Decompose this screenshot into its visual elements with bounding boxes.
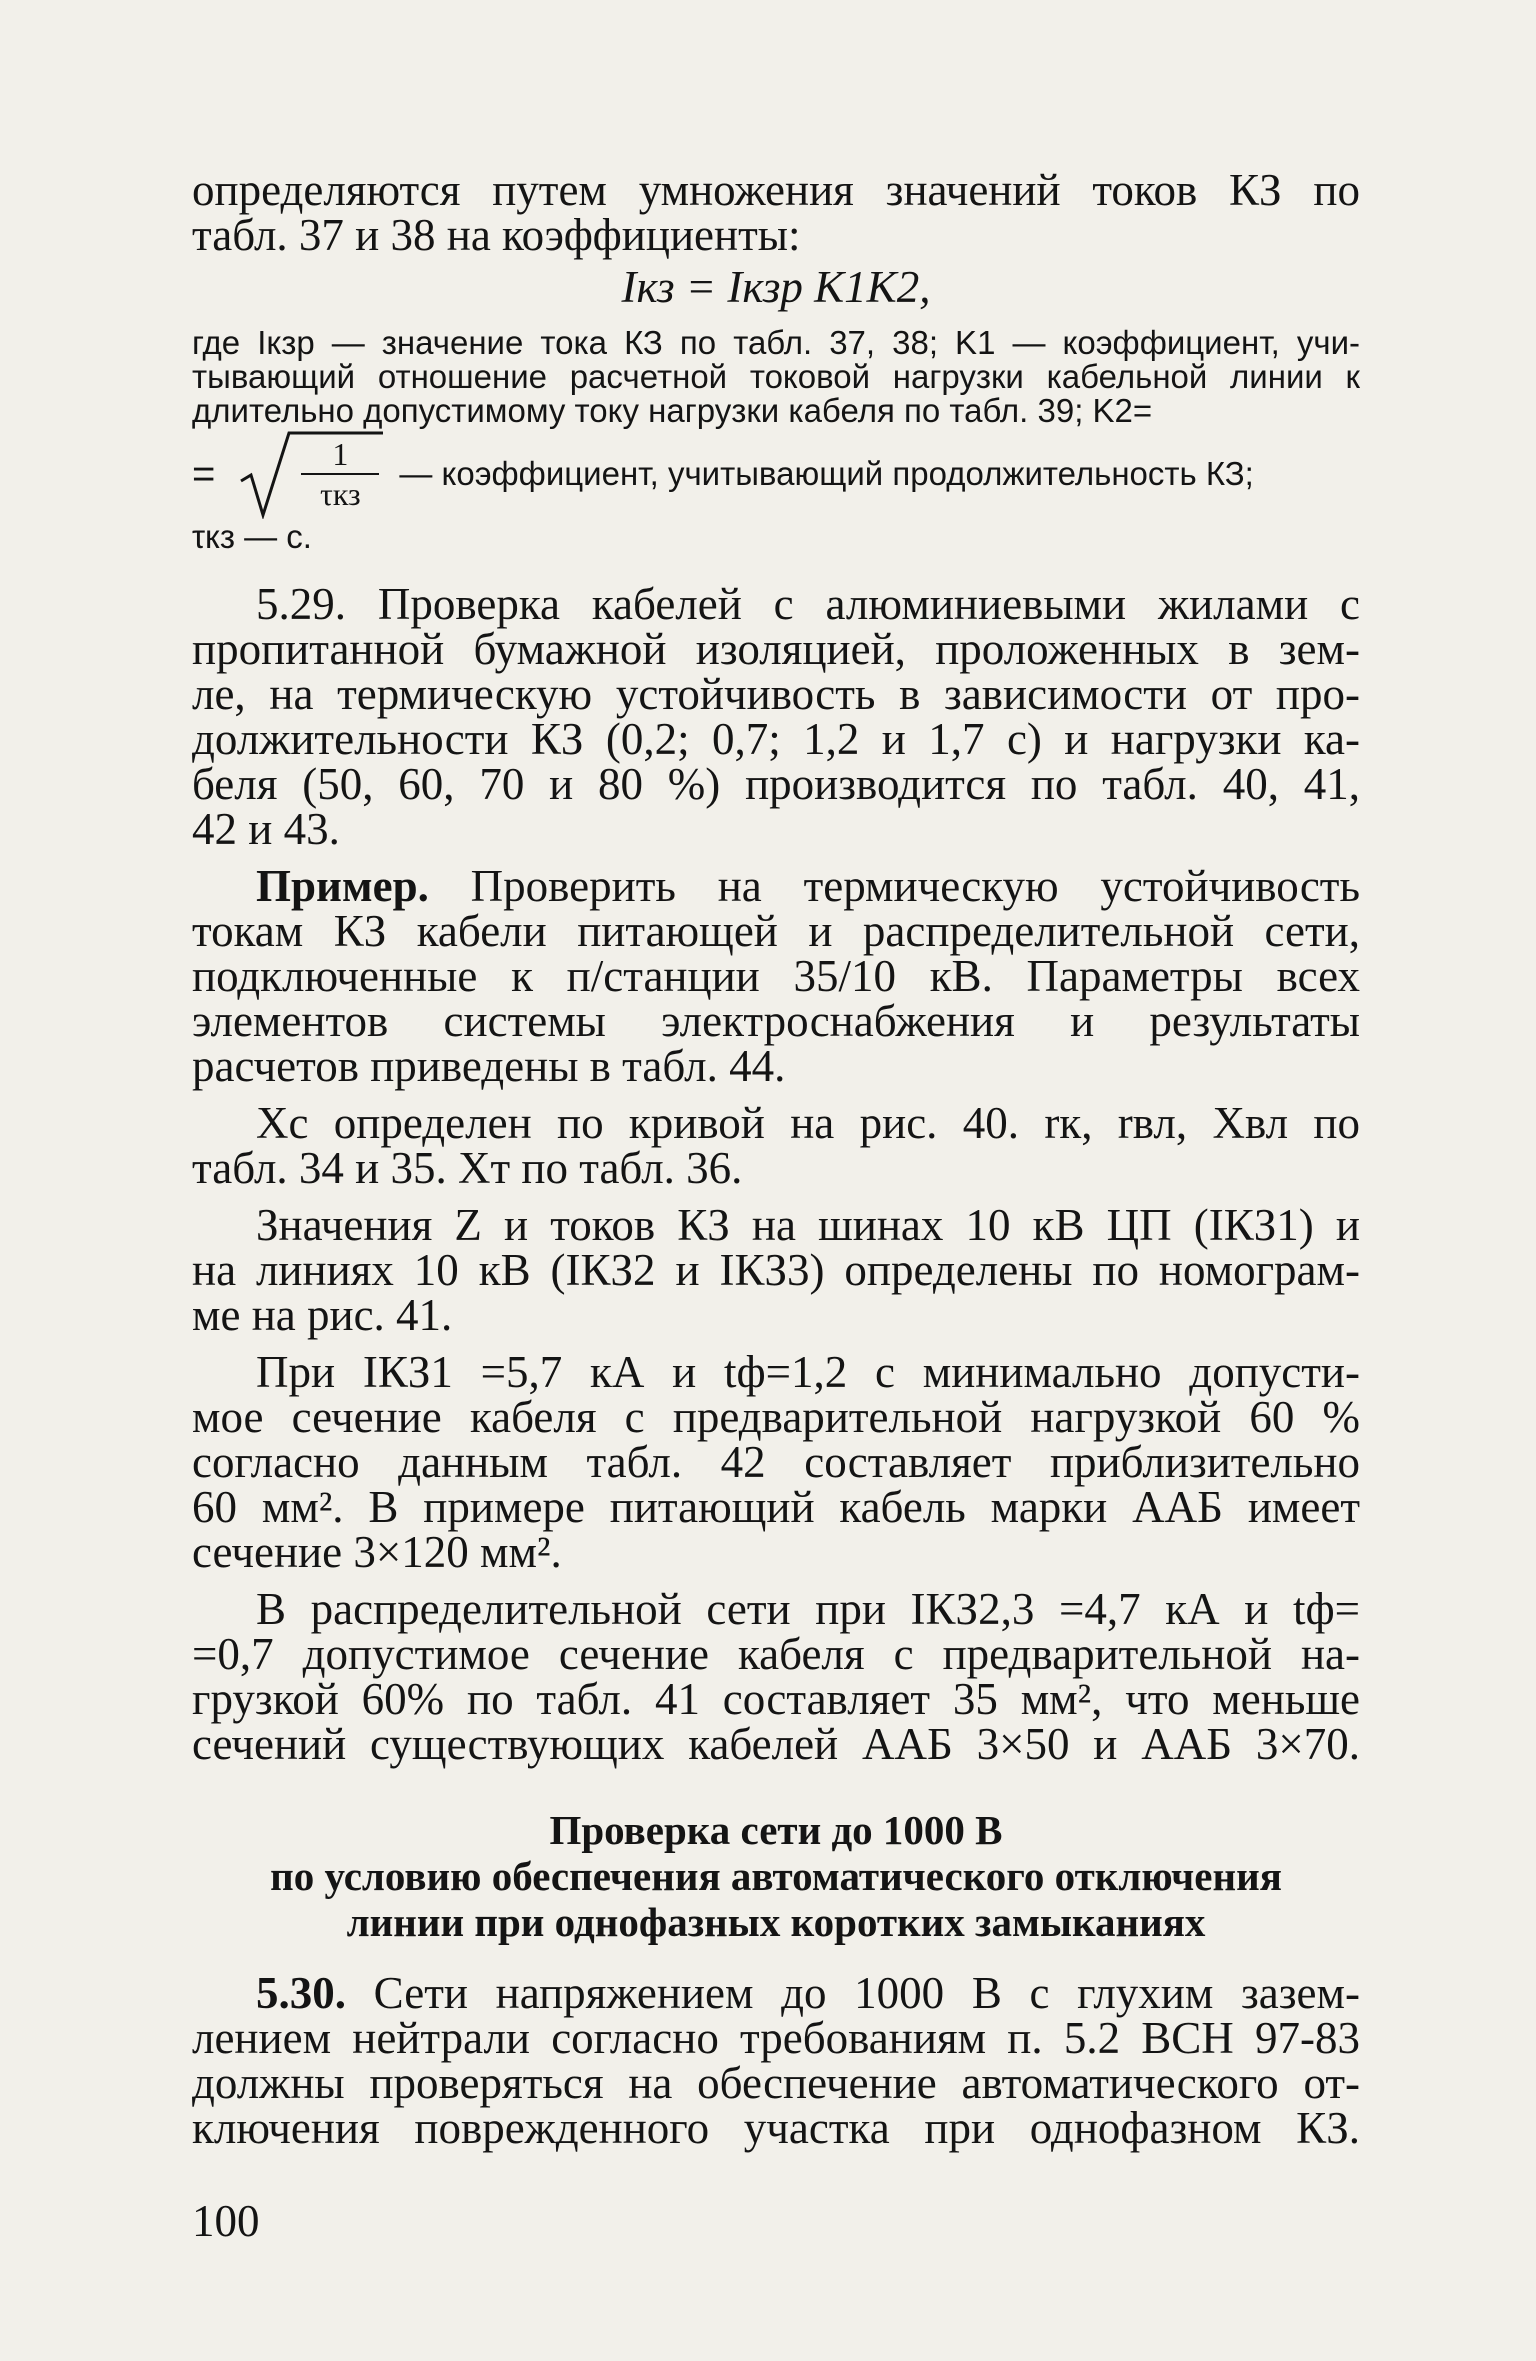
text-line: Значения Z и токов КЗ на шинах 10 кВ ЦП (IКЗ1) и	[256, 1200, 1360, 1250]
formula-note	[192, 326, 1360, 428]
text-line	[192, 861, 1360, 911]
text-line: ле, на термическую устойчивость в зависимости от про-	[192, 669, 1360, 719]
text-line: сечений существующих кабелей ААБ 3×50 и ААБ 3×70.	[192, 1719, 1360, 1769]
text-line: элементов системы электроснабжения и результаты	[192, 996, 1360, 1046]
text-line: беля (50, 60, 70 и 80 %) производится по табл. 40, 41,	[192, 759, 1360, 809]
section-number: 5.30.	[256, 1968, 346, 2018]
paragraph-5-29	[192, 579, 1360, 854]
heading-line: линии при однофазных коротких замыканиях	[346, 1899, 1206, 1945]
text-line-content: Сети напряжением до 1000 В с глухим зазем-	[373, 1968, 1360, 2018]
fraction	[301, 435, 379, 513]
text-line: грузкой 60% по табл. 41 составляет 35 мм², что меньше	[192, 1674, 1360, 1724]
text-line: табл. 37 и 38 на коэффициенты:	[192, 210, 801, 260]
paragraph-5-30	[192, 1968, 1360, 2153]
example-paragraph	[192, 861, 1360, 1091]
formula-ikz: Iкз = Iкзр K1K2,	[621, 262, 931, 312]
note-line: тывающий отношение расчетной токовой нагрузки кабельной линии к	[192, 358, 1360, 395]
text-line	[192, 579, 1360, 629]
text-line: определяются путем умножения значений токов КЗ по	[192, 165, 1360, 215]
sqrt-description: — коэффициент, учитывающий продолжительность КЗ;	[399, 455, 1254, 492]
heading-line: Проверка сети до 1000 В	[549, 1807, 1003, 1853]
square-root	[237, 429, 387, 519]
section-number: 5.29.	[256, 579, 346, 629]
denominator: τкз	[320, 476, 361, 512]
z-paragraph	[192, 1200, 1360, 1340]
text-line: на линиях 10 кВ (IКЗ2 и IКЗ3) определены по номограм-	[192, 1245, 1360, 1295]
text-line: табл. 34 и 35. Xт по табл. 36.	[192, 1143, 743, 1193]
text-line: лением нейтрали согласно требованиям п. 5.2 ВСН 97-83	[192, 2013, 1360, 2063]
text-line: В распределительной сети при IКЗ2,3 =4,7 кА и tф=	[256, 1584, 1360, 1634]
text-line	[192, 1968, 1360, 2018]
text-line-content: Проверить на термическую устойчивость	[470, 861, 1360, 911]
tau-line: τкз — с.	[192, 518, 312, 555]
note-line: где Iкзр — значение тока КЗ по табл. 37, 38; K1 — коэффициент, учи-	[192, 324, 1360, 361]
text-line: пропитанной бумажной изоляцией, проложенных в зем-	[192, 624, 1360, 674]
section-heading	[192, 1807, 1360, 1945]
document-page	[192, 165, 1360, 2247]
example-label: Пример.	[256, 861, 429, 911]
text-line: сечение 3×120 мм².	[192, 1527, 562, 1577]
ikz1-paragraph	[192, 1347, 1360, 1577]
text-line: =0,7 допустимое сечение кабеля с предварительной на-	[192, 1629, 1360, 1679]
page-number: 100	[192, 2196, 260, 2246]
sqrt-formula	[192, 428, 1360, 520]
distribution-paragraph	[192, 1584, 1360, 1769]
text-line: должительности КЗ (0,2; 0,7; 1,2 и 1,7 с) и нагрузки ка-	[192, 714, 1360, 764]
text-line: токам КЗ кабели питающей и распределительной сети,	[192, 906, 1360, 956]
equals-sign: =	[192, 451, 216, 496]
text-line: 42 и 43.	[192, 804, 340, 854]
heading-line: по условию обеспечения автоматического отключения	[270, 1853, 1282, 1899]
text-line: При IКЗ1 =5,7 кА и tф=1,2 с минимально допусти-	[256, 1347, 1360, 1397]
numerator: 1	[301, 435, 379, 475]
text-line: 60 мм². В примере питающий кабель марки ААБ имеет	[192, 1482, 1360, 1532]
text-line: Xс определен по кривой на рис. 40. rк, rвл, Xвл по	[256, 1098, 1360, 1148]
intro-paragraph	[192, 165, 1360, 260]
xc-paragraph	[192, 1098, 1360, 1193]
text-line: расчетов приведены в табл. 44.	[192, 1041, 786, 1091]
text-line: ключения поврежденного участка при однофазном КЗ.	[192, 2103, 1360, 2153]
text-line: согласно данным табл. 42 составляет приблизительно	[192, 1437, 1360, 1487]
text-line: мое сечение кабеля с предварительной нагрузкой 60 %	[192, 1392, 1360, 1442]
text-line: подключенные к п/станции 35/10 кВ. Параметры всех	[192, 951, 1360, 1001]
text-line: ме на рис. 41.	[192, 1290, 453, 1340]
text-line-content: Проверка кабелей с алюминиевыми жилами с	[377, 579, 1360, 629]
note-line: длительно допустимому току нагрузки кабеля по табл. 39; K2=	[192, 392, 1153, 429]
text-line: должны проверяться на обеспечение автоматического от-	[192, 2058, 1360, 2108]
